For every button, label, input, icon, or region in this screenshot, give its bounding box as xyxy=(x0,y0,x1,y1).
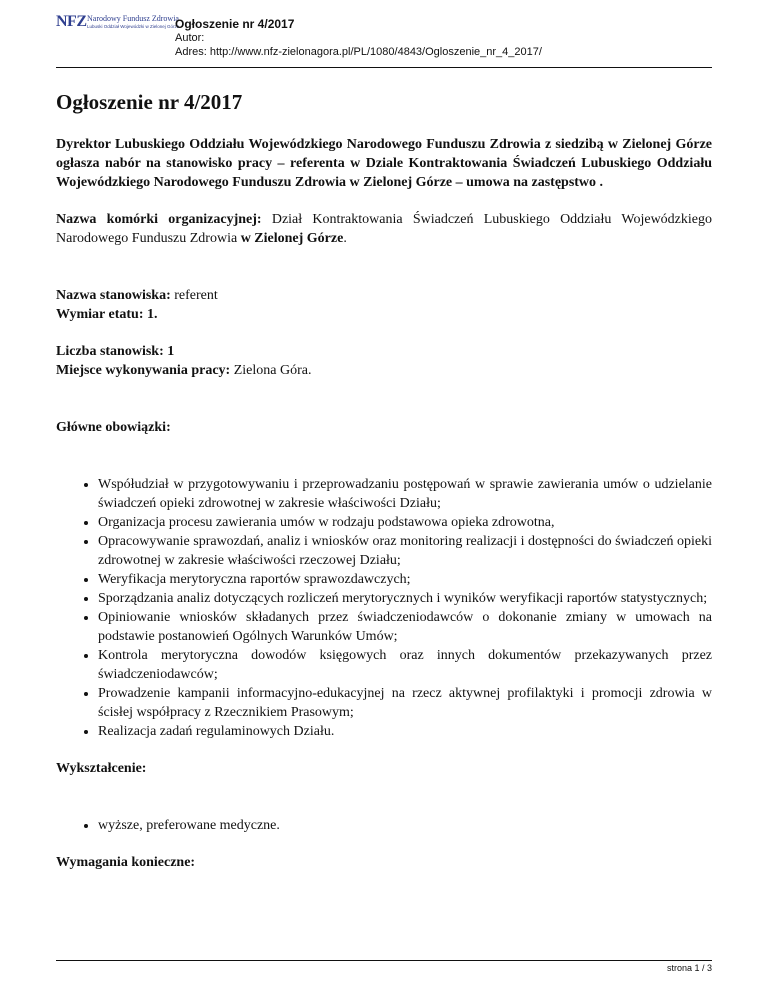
duties-heading: Główne obowiązki: xyxy=(56,420,171,435)
list-item: • Weryfikacja merytoryczna raportów sprawozdawczych; xyxy=(98,570,712,589)
list-item: • Opracowywanie sprawozdań, analiz i wniosków oraz monitoring realizacji i dostępności do świadczeń opieki zdrowotnej w zakresie właściwości rzeczowej Działu; xyxy=(98,532,712,570)
intro-paragraph: Dyrektor Lubuskiego Oddziału Wojewódzkiego Narodowego Funduszu Zdrowia z siedzibą w Zielonej Górze ogłasza nabór na stanowisko pracy – referenta w Dziale Kontraktowania Świadczeń Lubuskiego Oddziału Wojewódzkiego Narodowego Funduszu Zdrowia w Zielonej Górze – umowa na zastępstwo . xyxy=(56,137,712,190)
list-item: • Opiniowanie wniosków składanych przez świadczeniodawców o dokonanie zmiany w umowach na podstawie postanowień Ogólnych Warunków Umów; xyxy=(98,608,712,646)
list-item: • Kontrola merytoryczna dowodów księgowych oraz innych dokumentów przekazywanych przez świadczeniodawców; xyxy=(98,646,712,684)
unit-paragraph: Nazwa komórki organizacyjnej: Dział Kontraktowania Świadczeń Lubuskiego Oddziału Wojewódzkiego Narodowego Funduszu Zdrowia w Zielonej Górze. xyxy=(56,212,713,246)
unit-label: Nazwa komórki organizacyjnej: xyxy=(56,212,262,227)
education-list xyxy=(56,816,712,835)
list-item: • Organizacja procesu zawierania umów w rodzaju podstawowa opieka zdrowotna, xyxy=(98,513,712,532)
list-item: • Współudział w przygotowywaniu i przeprowadzaniu postępowań w sprawie zawierania umów o udzielanie świadczeń opieki zdrowotnej w zakresie właściwości Działu; xyxy=(98,475,712,513)
logo-mark: NFZ xyxy=(56,13,87,30)
count-line: Liczba stanowisk: 1 xyxy=(56,344,175,359)
footer-divider xyxy=(56,960,712,961)
list-item: • wyższe, preferowane medyczne. xyxy=(98,816,712,835)
header-meta xyxy=(175,17,542,59)
fte-line: Wymiar etatu: 1. xyxy=(56,307,158,322)
document-body xyxy=(56,88,712,872)
list-item: • Realizacja zadań regulaminowych Działu. xyxy=(98,722,712,741)
logo-line-2: Lubuski Oddział Wojewódzki w Zielonej Górze xyxy=(87,24,180,29)
header-address: Adres: http://www.nfz-zielonagora.pl/PL/1080/4843/Ogloszenie_nr_4_2017/ xyxy=(175,46,542,58)
unit-value: Dział Kontraktowania Świadczeń Lubuskiego Oddziału Wojewódzkiego Narodowego Funduszu Zdrowia xyxy=(56,212,713,246)
requirements-heading: Wymagania konieczne: xyxy=(56,855,196,870)
list-item: • Prowadzenie kampanii informacyjno-edukacyjnej na rzecz aktywnej profilaktyki i promocji zdrowia w ścisłej współpracy z Rzecznikiem Prasowym; xyxy=(98,684,712,722)
document-title: Ogłoszenie nr 4/2017 xyxy=(56,90,243,114)
education-heading: Wykształcenie: xyxy=(56,761,147,776)
nfz-logo xyxy=(56,12,180,36)
list-item: • Sporządzania analiz dotyczących rozliczeń merytorycznych i wyników weryfikacji raportów statystycznych; xyxy=(98,589,712,608)
position-line: Nazwa stanowiska: referent xyxy=(56,288,218,303)
address-url: http://www.nfz-zielonagora.pl/PL/1080/4843/Ogloszenie_nr_4_2017/ xyxy=(209,46,542,58)
place-line: Miejsce wykonywania pracy: Zielona Góra. xyxy=(56,363,312,378)
page-number: strona 1 / 3 xyxy=(666,963,712,973)
header-author: Autor: xyxy=(175,32,205,44)
header-divider xyxy=(56,67,712,68)
logo-line-1: Narodowy Fundusz Zdrowia xyxy=(87,14,179,23)
duties-list xyxy=(56,475,712,741)
unit-value-bold: w Zielonej Górze xyxy=(240,231,344,246)
header-title: Ogłoszenie nr 4/2017 xyxy=(175,17,295,31)
page-header xyxy=(0,0,768,68)
